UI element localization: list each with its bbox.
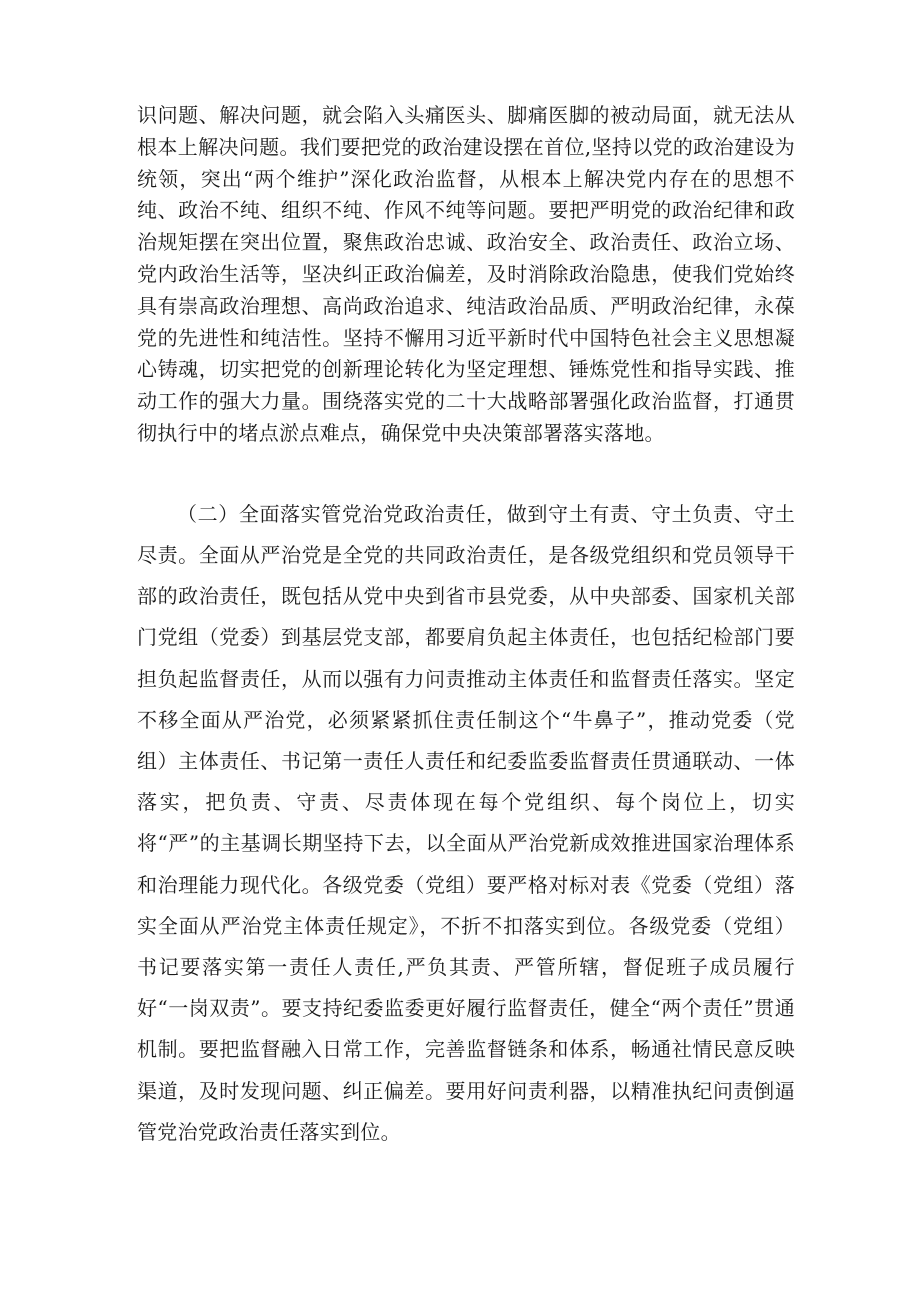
paragraph-political-construction: 识问题、解决问题，就会陷入头痛医头、脚痛医脚的被动局面，就无法从根本上解决问题。我们要把党的政治建设摆在首位,坚持以党的政治建设为统领，突出“两个维护”深化政治监督，从根本上解决党内存在的思想不纯、政治不纯、组织不纯、作风不纯等问题。要把严明党的政治纪律和政治规矩摆在突出位置，聚焦政治忠诚、政治安全、政治责任、政治立场、党内政治生活等，坚决纠正政治偏差，及时消除政治隐患，使我们党始终具有崇高政治理想、高尚政治追求、纯洁政治品质、严明政治纪律，永葆党的先进性和纯洁性。坚持不懈用习近平新时代中国特色社会主义思想凝心铸魂，切实把党的创新理论转化为坚定理想、锤炼党性和指导实践、推动工作的强大力量。围绕落实党的二十大战略部署强化政治监督，打通贯彻执行中的堵点淤点难点，确保党中央决策部署落实落地。 [137, 103, 795, 445]
paragraph-section-two-responsibility: （二）全面落实管党治党政治责任，做到守土有责、守土负责、守土尽责。全面从严治党是全党的共同政治责任，是各级党组织和党员领导干部的政治责任，既包括从党中央到省市县党委，从中央部委、国家机关部门党组（党委）到基层党支部，都要肩负起主体责任，也包括纪检部门要担负起监督责任，从而以强有力问责推动主体责任和监督责任落实。坚定不移全面从严治党，必须紧紧抓住责任制这个“牛鼻子”，推动党委（党组）主体责任、书记第一责任人责任和纪委监委监督责任贯通联动、一体落实，把负责、守责、尽责体现在每个党组织、每个岗位上，切实将“严”的主基调长期坚持下去，以全面从严治党新成效推进国家治理体系和治理能力现代化。各级党委（党组）要严格对标对表《党委（党组）落实全面从严治党主体责任规定》，不折不扣落实到位。各级党委（党组）书记要落实第一责任人责任,严负其责、严管所辖，督促班子成员履行好“一岗双责”。要支持纪委监委更好履行监督责任，健全“两个责任”贯通机制。要把监督融入日常工作，完善监督链条和体系，畅通社情民意反映渠道，及时发现问题、纠正偏差。要用好问责利器，以精准执纪问责倒逼管党治党政治责任落实到位。 [137, 501, 795, 1144]
document-body [137, 100, 795, 1153]
